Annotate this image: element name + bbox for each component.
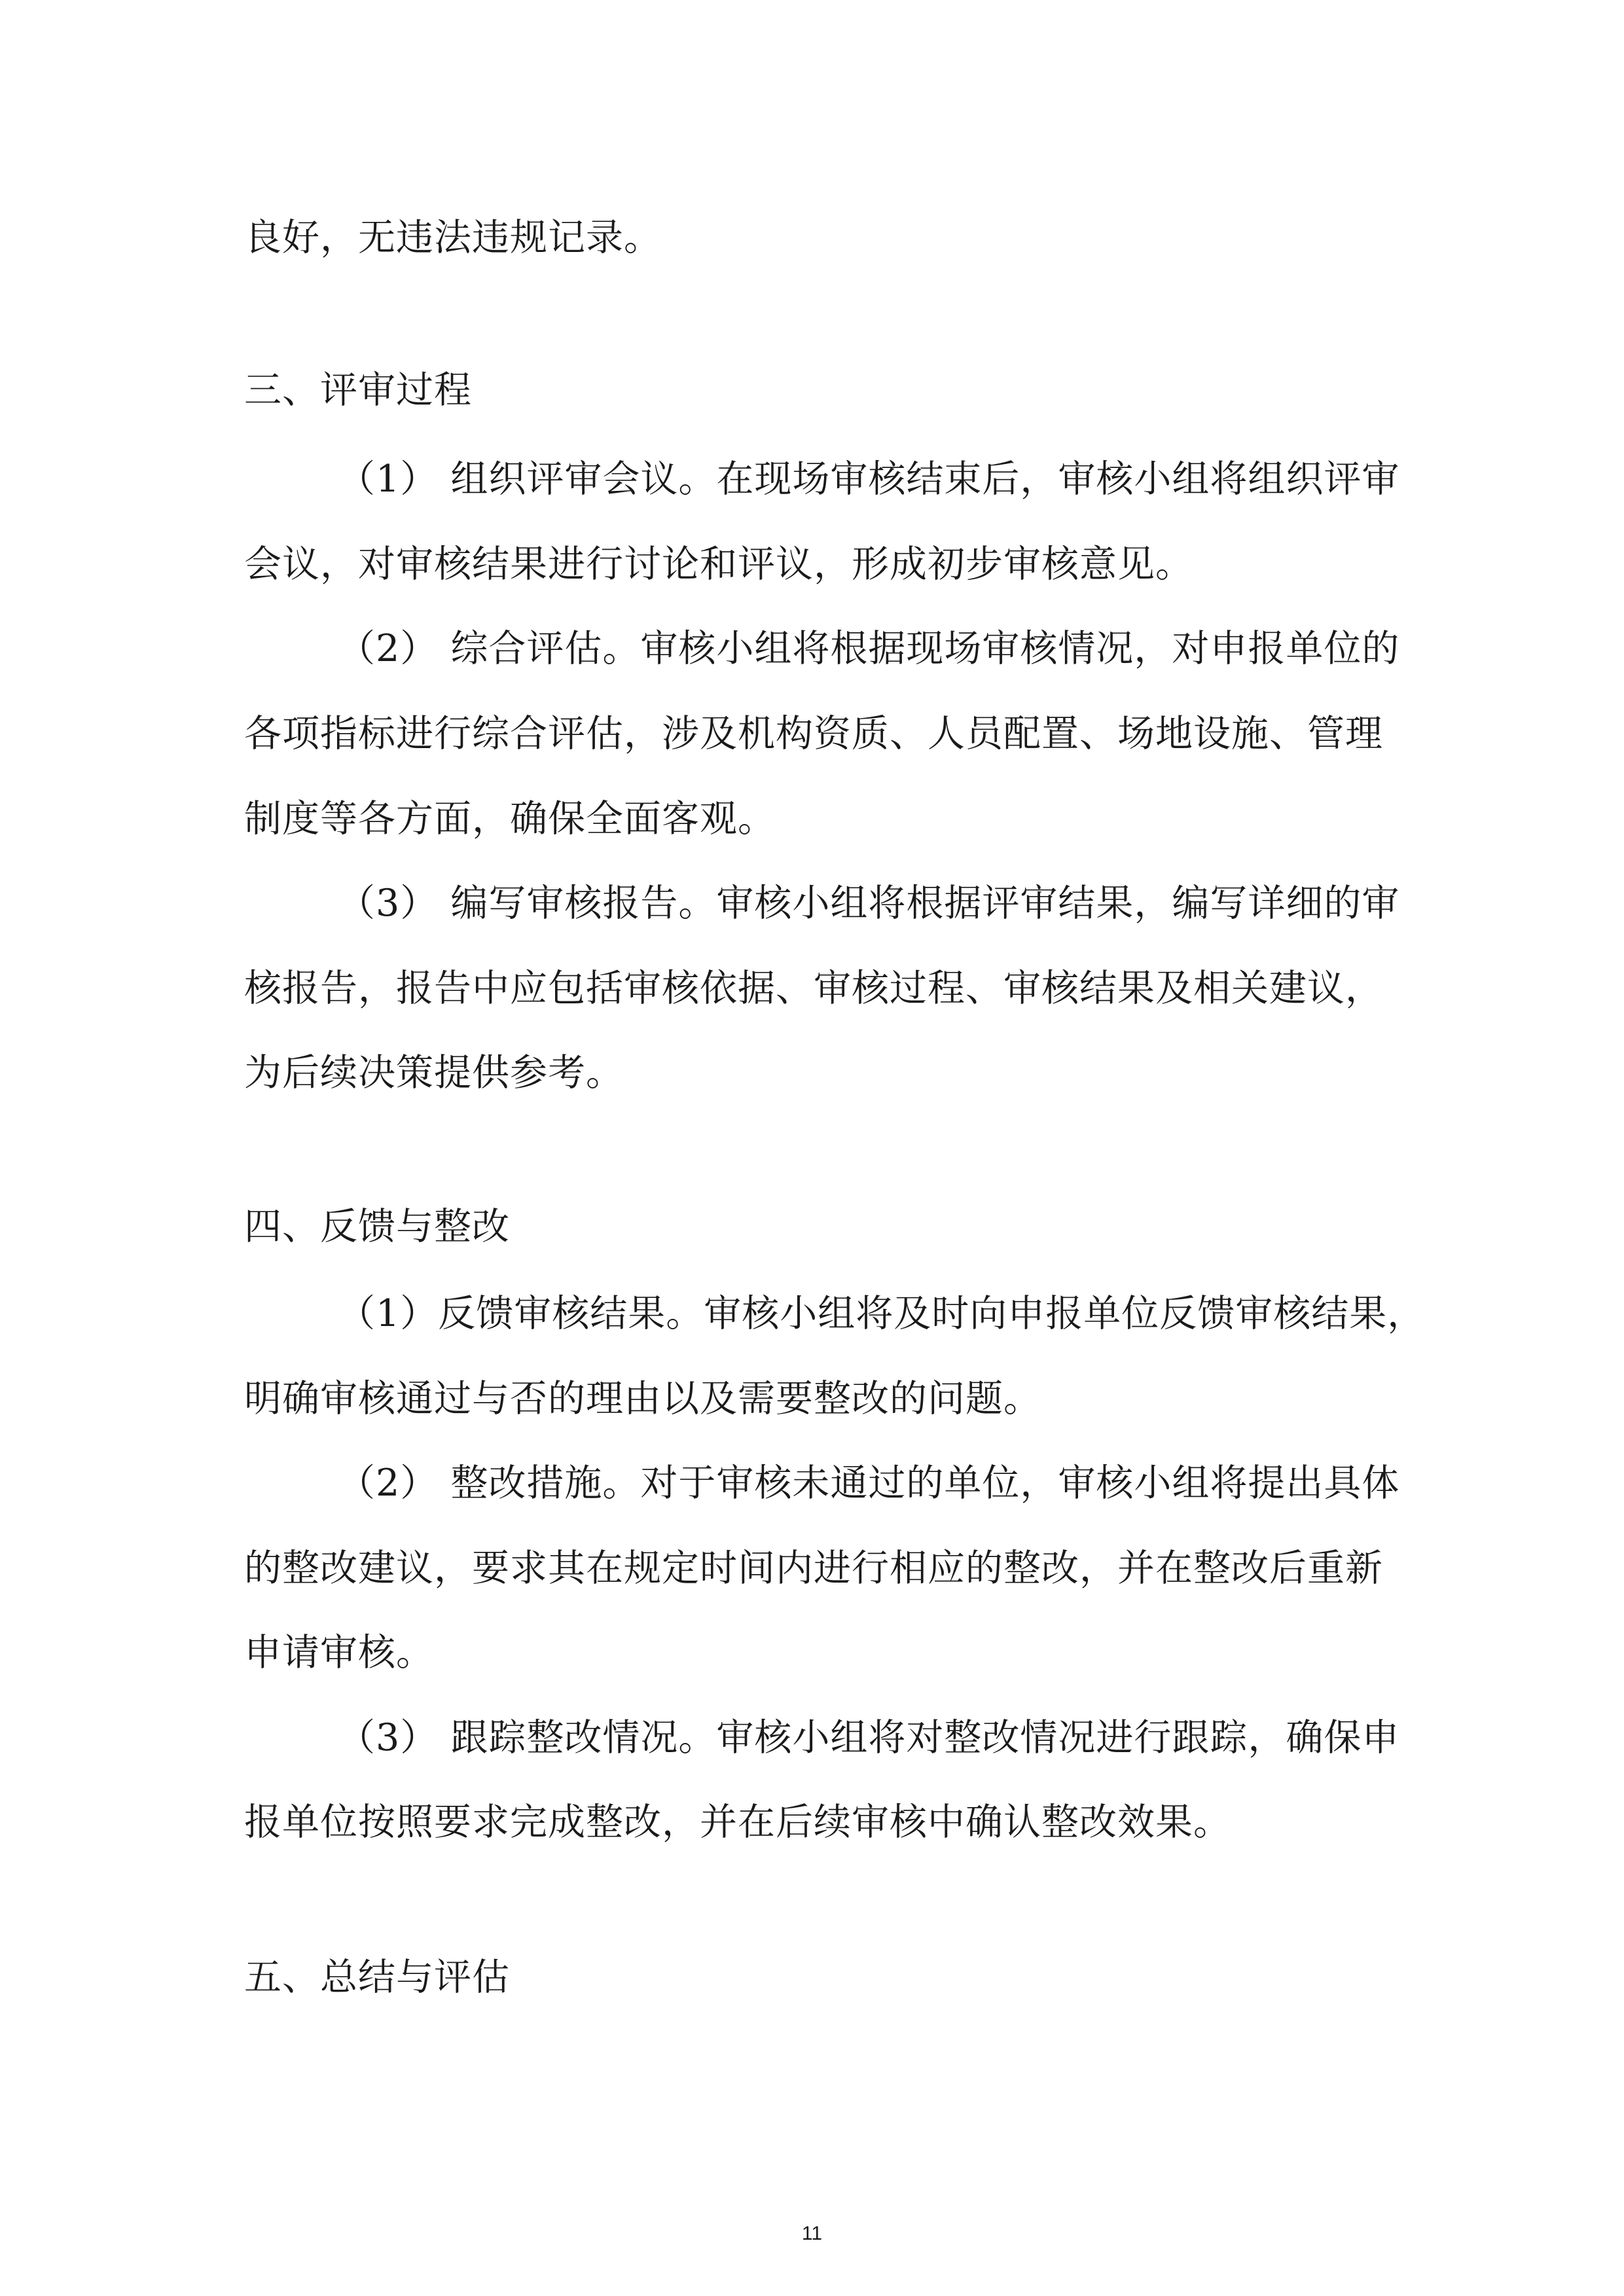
section-heading-5: 五、总结与评估 <box>244 1956 510 1999</box>
paragraph-line: （2） 整改措施。对于审核未通过的单位，审核小组将提出具体 <box>338 1462 1400 1505</box>
paragraph-line: 会议，对审核结果进行讨论和评议，形成初步审核意见。 <box>244 543 1193 586</box>
paragraph-line: 报单位按照要求完成整改，并在后续审核中确认整改效果。 <box>244 1801 1231 1844</box>
section-heading-3: 三、评审过程 <box>244 368 472 412</box>
paragraph-line: （1）反馈审核结果。审核小组将及时向申报单位反馈审核结果， <box>338 1292 1426 1335</box>
paragraph-line: （3） 编写审核报告。审核小组将根据评审结果，编写详细的审 <box>338 882 1400 925</box>
page-number: 11 <box>801 2223 823 2244</box>
paragraph-line: 为后续决策提供参考。 <box>244 1051 624 1094</box>
section-heading-4: 四、反馈与整改 <box>244 1205 510 1248</box>
paragraph-line: 制度等各方面，确保全面客观。 <box>244 797 776 840</box>
paragraph-line: （2） 综合评估。审核小组将根据现场审核情况，对申报单位的 <box>338 627 1400 670</box>
paragraph-line: 的整改建议，要求其在规定时间内进行相应的整改，并在整改后重新 <box>244 1547 1383 1590</box>
paragraph-line: （1） 组织评审会议。在现场审核结束后，审核小组将组织评审 <box>338 457 1400 501</box>
paragraph-line: 良好，无违法违规记录。 <box>244 216 662 259</box>
paragraph-line: 申请审核。 <box>244 1631 434 1674</box>
paragraph-line: （3） 跟踪整改情况。审核小组将对整改情况进行跟踪，确保申 <box>338 1716 1400 1759</box>
paragraph-line: 核报告，报告中应包括审核依据、审核过程、审核结果及相关建议， <box>244 967 1383 1010</box>
paragraph-line: 各项指标进行综合评估，涉及机构资质、人员配置、场地设施、管理 <box>244 712 1383 755</box>
paragraph-line: 明确审核通过与否的理由以及需要整改的问题。 <box>244 1377 1041 1420</box>
